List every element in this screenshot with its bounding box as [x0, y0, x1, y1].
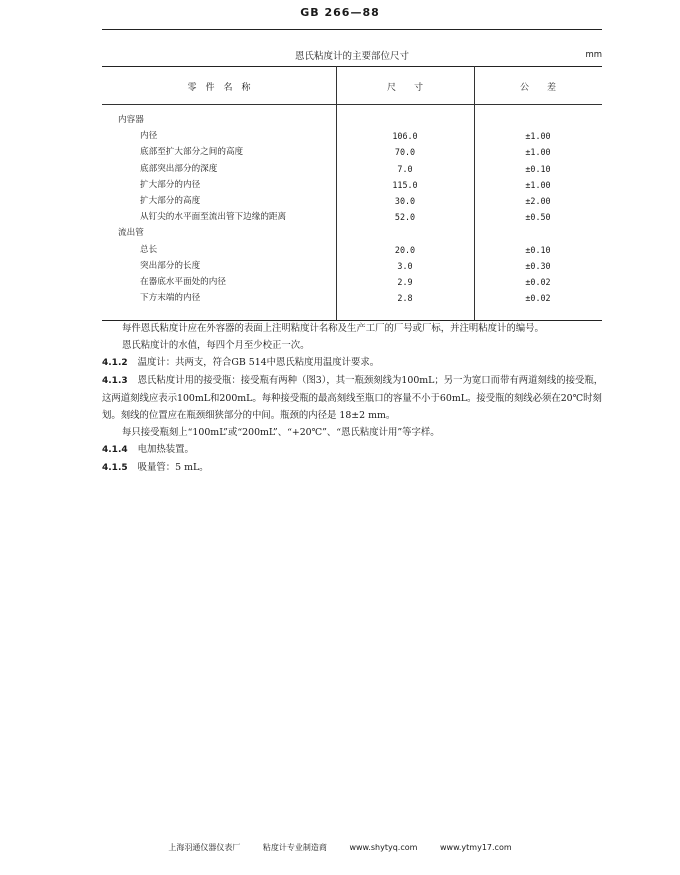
row-size: 52.0 [394, 212, 416, 223]
row-tolerance: ±2.00 [525, 195, 551, 206]
table-caption-row [102, 48, 602, 64]
row-tolerance: ±1.00 [525, 147, 551, 158]
section-4-1-4 [102, 441, 612, 459]
table-row [102, 112, 602, 128]
row-name: 在器底水平面处的内径 [140, 276, 226, 287]
row-name: 下方末端的内径 [140, 293, 201, 304]
section-text: 恩氏粘度计用的接受瓶：接受瓶有两种（图3），其一瓶颈刻线为100mL；另一为宽口而带有两道刻线的接受瓶，这两道刻线应表示100mL和200mL。每种接受瓶的最高刻线至瓶口的容量不小于60mL。接受瓶的刻线必须在20℃时刻划。刻线的位置应在瓶颈细狭部分的中间。瓶颈的内径是 18±2 mm。 [102, 375, 604, 421]
paragraph-flask-marking: 每只接受瓶刻上“100mL”或“200mL”、“+20℃”、“恩氏粘度计用”等字样。 [122, 427, 440, 438]
table-row [102, 209, 602, 225]
table-row [102, 177, 602, 193]
table-row [102, 274, 602, 290]
column-header-tolerance: 公 差 [519, 83, 556, 93]
section-4-1-5 [102, 459, 612, 477]
table-row [102, 128, 602, 144]
column-header-size: 尺 寸 [386, 83, 423, 93]
table-row [102, 161, 602, 177]
table-row [102, 225, 602, 241]
row-name: 总长 [140, 244, 158, 255]
row-name: 扩大部分的内径 [140, 179, 201, 190]
row-size: 106.0 [392, 131, 418, 142]
row-size: 20.0 [394, 244, 416, 255]
row-name: 从钉尖的水平面至流出管下边缘的距离 [140, 212, 287, 223]
row-name: 底部至扩大部分之间的高度 [140, 147, 244, 158]
row-name: 底部突出部分的深度 [140, 163, 218, 174]
section-number: 4.1.2 [102, 358, 128, 368]
table-unit: mm [585, 50, 602, 60]
row-name: 内径 [140, 131, 158, 142]
row-tolerance: ±0.30 [525, 260, 551, 271]
row-tolerance: ±0.10 [525, 163, 551, 174]
footer-company: 上海羽通仪器仪表厂 [168, 843, 241, 852]
table-top-rule [102, 66, 602, 67]
row-tolerance: ±0.02 [525, 276, 551, 287]
table-row [102, 144, 602, 160]
row-size: 115.0 [392, 179, 418, 190]
standard-header: GB 266—88 [300, 6, 380, 19]
row-name: 扩大部分的高度 [140, 195, 201, 206]
column-header-name: 零 件 名 称 [187, 83, 251, 93]
row-size: 2.9 [397, 276, 413, 287]
document-body [102, 320, 612, 477]
section-4-1-2 [102, 354, 612, 372]
section-number: 4.1.5 [102, 463, 128, 473]
section-4-1-3 [102, 372, 612, 424]
row-size: 70.0 [394, 147, 416, 158]
row-tolerance: ±0.10 [525, 244, 551, 255]
row-name: 内容器 [118, 115, 144, 125]
paragraph-water-value: 恩氏粘度计的水值，每四个月至少校正一次。 [122, 340, 310, 351]
row-tolerance: ±0.02 [525, 293, 551, 304]
footer-url-2: www.ytmy17.com [439, 843, 512, 852]
table-row [102, 193, 602, 209]
footer-slogan: 粘度计专业制造商 [262, 843, 327, 852]
row-name: 突出部分的长度 [140, 260, 201, 271]
row-tolerance: ±0.50 [525, 212, 551, 223]
row-name: 流出管 [118, 228, 144, 239]
row-size: 2.8 [397, 293, 413, 304]
table-row [102, 242, 602, 258]
table-header-rule [102, 104, 602, 105]
row-size: 7.0 [397, 163, 413, 174]
section-number: 4.1.3 [102, 376, 128, 386]
row-tolerance: ±1.00 [525, 179, 551, 190]
paragraph-marking: 每件恩氏粘度计应在外容器的表面上注明粘度计名称及生产工厂的厂号或厂标，并注明粘度计的编号。 [122, 323, 544, 334]
table-caption: 恩氏粘度计的主要部位尺寸 [294, 51, 409, 62]
row-size: 30.0 [394, 195, 416, 206]
section-text: 温度计：共两支，符合GB 514中恩氏粘度用温度计要求。 [137, 357, 380, 368]
row-size: 3.0 [397, 260, 413, 271]
section-number: 4.1.4 [102, 445, 128, 455]
page-footer [0, 842, 680, 853]
footer-url-1: www.shytyq.com [349, 843, 418, 852]
table-row [102, 258, 602, 274]
row-tolerance: ±1.00 [525, 131, 551, 142]
table-body [102, 112, 602, 306]
header-rule [102, 29, 602, 30]
section-text: 电加热装置。 [137, 444, 194, 455]
table-row [102, 290, 602, 306]
section-text: 吸量管：5 mL。 [137, 462, 209, 473]
dimension-table [102, 66, 602, 320]
